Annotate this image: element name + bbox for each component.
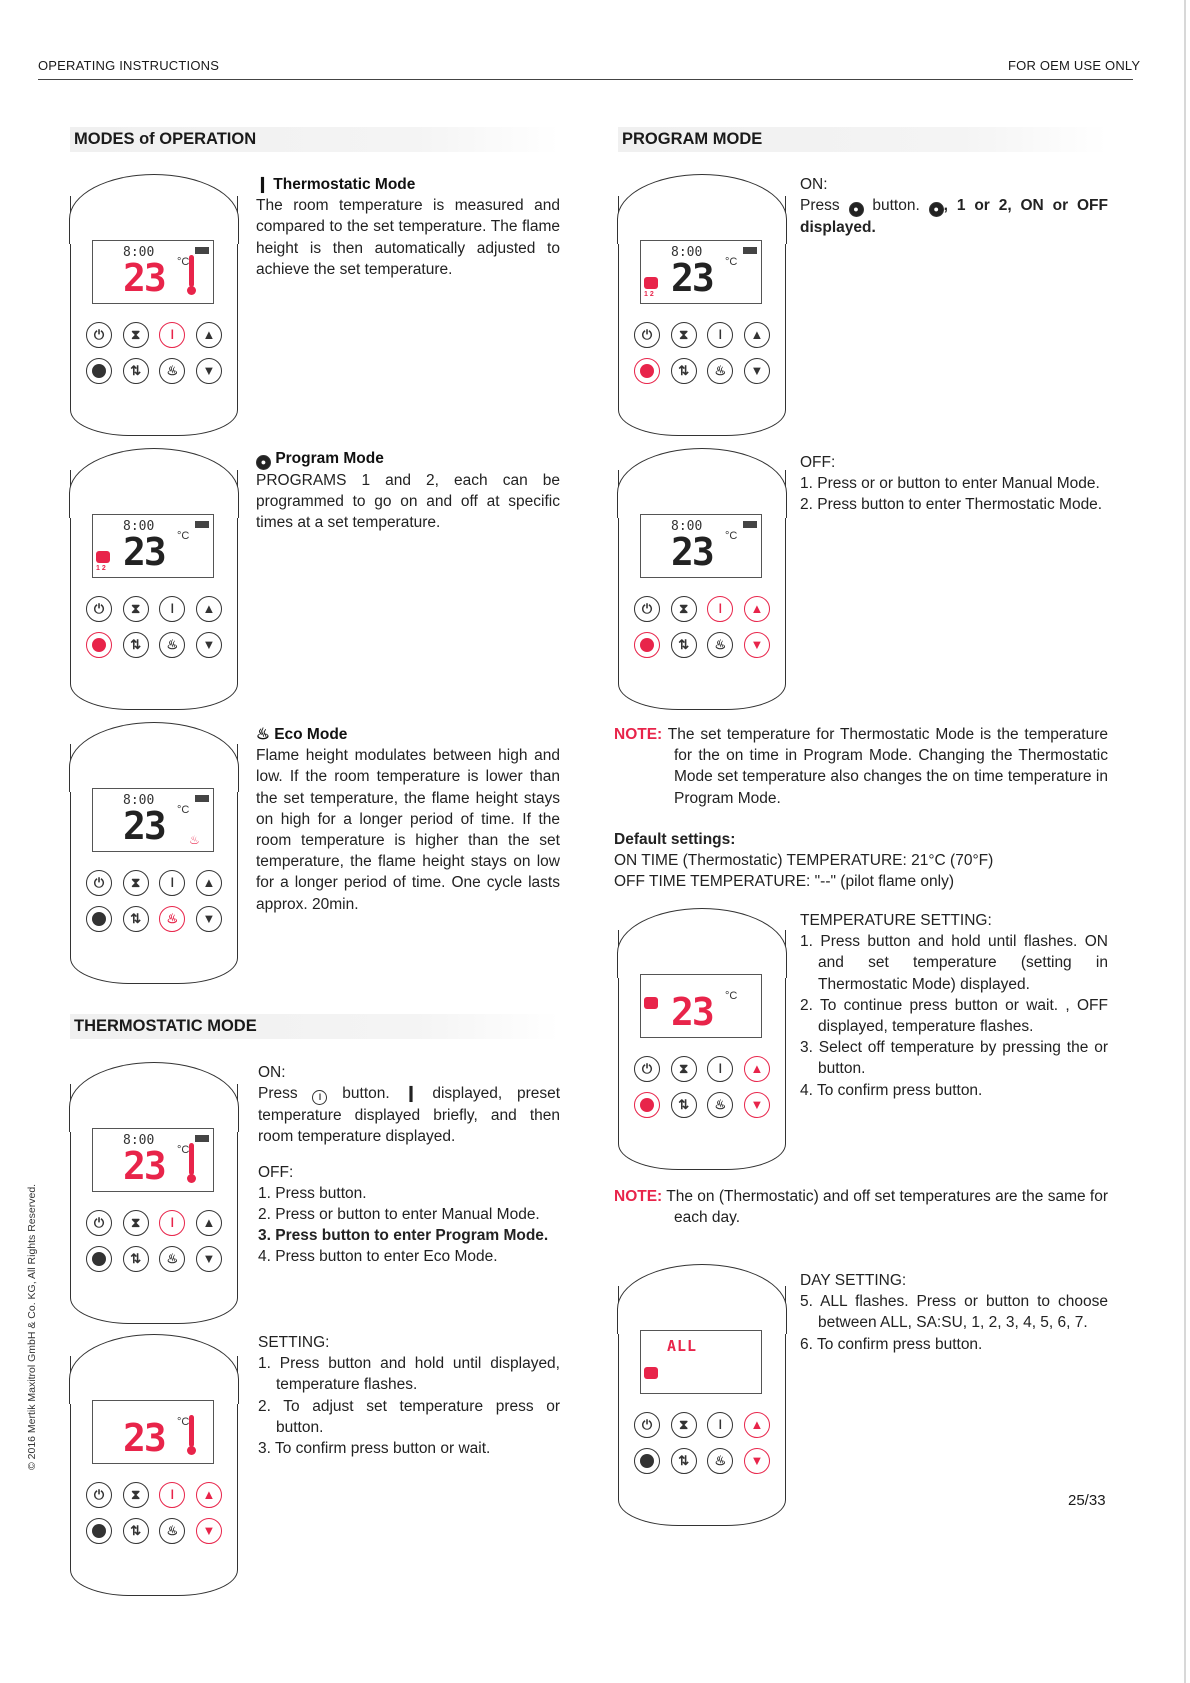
note-paragraph (614, 724, 1108, 809)
note-label: NOTE: (614, 726, 663, 743)
list-item: 5. ALL flashes. Press or button to choose between ALL, SA:SU, 1, 2, 3, 4, 5, 6, 7. (800, 1293, 1108, 1332)
battery-icon (743, 521, 757, 528)
display-temp: 23 (123, 1144, 165, 1188)
thermostat-button[interactable]: ǀ (159, 596, 185, 622)
program-on-label: ON: (800, 176, 828, 193)
power-button[interactable]: ⏻ (86, 322, 112, 348)
note-text: The set temperature for Thermostatic Mode is the temperature for the on time in Program Mode. Changing the Thermostatic Mode set temperature also changes the on time temperature in Program Mode. (667, 726, 1108, 807)
remote-day-setting (618, 1286, 786, 1526)
down-button[interactable]: ▼ (196, 632, 222, 658)
eco-button[interactable]: ♨ (707, 358, 733, 384)
program-12-indicator: 1 2 (96, 565, 106, 572)
page-number: 25/33 (1068, 1492, 1106, 1509)
timer-button[interactable]: ⧗ (671, 1412, 697, 1438)
battery-icon (743, 247, 757, 254)
power-button[interactable]: ⏻ (86, 870, 112, 896)
remote-eco-mode (70, 744, 238, 984)
remote-top (617, 1264, 787, 1334)
eco-flame-icon: ♨ (256, 726, 275, 743)
remote-display (92, 1128, 214, 1192)
down-button[interactable]: ▼ (744, 1092, 770, 1118)
display-all-flashing: ALL (667, 1337, 698, 1355)
temperature-setting-label: TEMPERATURE SETTING: (800, 912, 992, 929)
note2-paragraph (614, 1186, 1108, 1228)
list-item: 6. To confirm press button. (800, 1335, 983, 1353)
thermostat-button[interactable]: ǀ (707, 1412, 733, 1438)
remote-top (69, 1062, 239, 1132)
thermometer-icon (187, 255, 196, 295)
manual-button[interactable]: ⇅ (123, 1246, 149, 1272)
up-button[interactable]: ▲ (744, 1412, 770, 1438)
down-button[interactable]: ▼ (744, 632, 770, 658)
battery-icon (195, 795, 209, 802)
thermostat-button-icon: ǀ (312, 1090, 327, 1105)
default-settings-title: Default settings: (614, 830, 736, 848)
display-temp: 23 (123, 256, 165, 300)
section-modes-heading: MODES of OPERATION (70, 127, 560, 152)
manual-button[interactable]: ⇅ (671, 632, 697, 658)
down-button[interactable]: ▼ (196, 906, 222, 932)
remote-top (69, 448, 239, 518)
timer-button[interactable]: ⧗ (123, 1482, 149, 1508)
default-settings-line1: ON TIME (Thermostatic) TEMPERATURE: 21°C (70°F) (614, 852, 994, 870)
remote-display (640, 240, 762, 304)
header-right: FOR OEM USE ONLY (1008, 58, 1141, 73)
program-mode-text: PROGRAMS 1 and 2, each can be programmed to go on and off at specific times at a set temperature. (256, 472, 560, 532)
timer-button[interactable]: ⧗ (123, 1210, 149, 1236)
display-temp-flashing: 23 (123, 1416, 165, 1460)
thermometer-icon: ❙ (404, 1085, 418, 1103)
power-button[interactable]: ⏻ (86, 1482, 112, 1508)
display-deg: °C (177, 804, 190, 816)
up-button[interactable]: ▲ (196, 1210, 222, 1236)
header-left: OPERATING INSTRUCTIONS (38, 58, 220, 73)
manual-button[interactable]: ⇅ (671, 1448, 697, 1474)
down-button[interactable]: ▼ (744, 358, 770, 384)
temperature-setting-text (800, 910, 1108, 1101)
up-button[interactable]: ▲ (196, 322, 222, 348)
program-on-text (800, 174, 1108, 238)
timer-button[interactable]: ⧗ (671, 1056, 697, 1082)
thermometer-icon: ❙ (256, 176, 274, 193)
down-button[interactable]: ▼ (196, 1246, 222, 1272)
program-mode-description (256, 448, 560, 534)
eco-flame-icon: ♨ (189, 833, 200, 847)
display-deg: °C (725, 990, 738, 1002)
display-time: 8:00 (123, 519, 155, 534)
manual-button[interactable]: ⇅ (123, 358, 149, 384)
list-item: 1. Press or or button to enter Manual Mode. (800, 475, 1100, 493)
remote-top (617, 448, 787, 518)
list-item: 3. To confirm press button or wait. (258, 1440, 491, 1458)
eco-button[interactable]: ♨ (159, 632, 185, 658)
display-deg: °C (177, 530, 190, 542)
default-settings-line2: OFF TIME TEMPERATURE: "--" (pilot flame only) (614, 873, 954, 891)
remote-display (640, 514, 762, 578)
timer-button[interactable]: ⧗ (671, 322, 697, 348)
thermostatic-on-label: ON: (258, 1064, 286, 1081)
program-icon: ● (256, 455, 271, 470)
display-temp: 23 (671, 256, 713, 300)
display-temp: 23 (671, 530, 713, 574)
remote-program-off (618, 470, 786, 710)
battery-icon (195, 1135, 209, 1142)
remote-display (92, 1400, 214, 1464)
manual-button[interactable]: ⇅ (123, 1518, 149, 1544)
program-off-list (800, 473, 1108, 515)
list-item: 3. Press button to enter Program Mode. (258, 1227, 549, 1245)
program-button[interactable] (634, 358, 660, 384)
down-button[interactable]: ▼ (744, 1448, 770, 1474)
remote-temperature-setting (618, 930, 786, 1170)
list-item: 1. Press button. (258, 1184, 367, 1202)
remote-top (69, 722, 239, 792)
power-button[interactable]: ⏻ (86, 1210, 112, 1236)
timer-button[interactable]: ⧗ (123, 870, 149, 896)
program-button[interactable] (634, 632, 660, 658)
remote-display (92, 240, 214, 304)
display-temp-flashing: 23 (671, 990, 713, 1034)
battery-icon (195, 521, 209, 528)
remote-top (617, 174, 787, 244)
thermostatic-off-label: OFF: (258, 1163, 294, 1181)
up-button[interactable]: ▲ (744, 596, 770, 622)
eco-button[interactable]: ♨ (707, 1092, 733, 1118)
timer-button[interactable]: ⧗ (671, 596, 697, 622)
remote-thermostatic-setting (70, 1356, 238, 1596)
display-deg: °C (177, 256, 190, 268)
program-button[interactable] (86, 906, 112, 932)
thermostatic-mode-text: The room temperature is measured and compared to the set temperature. The flame height is then automatically adjusted to achieve the set temperature. (256, 197, 560, 278)
program-button[interactable] (86, 1246, 112, 1272)
display-temp: 23 (123, 804, 165, 848)
power-button[interactable]: ⏻ (634, 1412, 660, 1438)
battery-icon (195, 247, 209, 254)
program-button[interactable] (86, 358, 112, 384)
thermostat-button[interactable]: ǀ (159, 322, 185, 348)
eco-button[interactable]: ♨ (159, 1246, 185, 1272)
thermostatic-off-list (258, 1183, 560, 1268)
display-time: 8:00 (123, 245, 155, 260)
remote-thermostatic-on (70, 1084, 238, 1324)
display-time: 8:00 (123, 1133, 155, 1148)
remote-display (640, 974, 762, 1038)
note2-label: NOTE: (614, 1188, 663, 1205)
program-button-icon: ● (849, 202, 864, 217)
day-setting-label: DAY SETTING: (800, 1272, 907, 1289)
remote-program-on (618, 196, 786, 436)
list-item: 3. Select off temperature by pressing the or button. (800, 1039, 1108, 1078)
program-icon: ● (929, 202, 944, 217)
display-deg: °C (725, 256, 738, 268)
program-icon (96, 551, 110, 563)
thermostatic-mode-title: ❙ Thermostatic Mode (256, 176, 416, 193)
header-rule (38, 79, 1133, 80)
program-icon (644, 1367, 658, 1379)
program-icon (644, 997, 658, 1009)
section-thermostatic-heading: THERMOSTATIC MODE (70, 1014, 560, 1039)
program-icon (644, 277, 658, 289)
eco-mode-description (256, 724, 560, 915)
program-button[interactable] (86, 1518, 112, 1544)
remote-thermostatic-mode (70, 196, 238, 436)
down-button[interactable]: ▼ (196, 358, 222, 384)
eco-button[interactable]: ♨ (159, 906, 185, 932)
list-item: 2. Press button to enter Thermostatic Mode. (800, 496, 1103, 514)
program-off-label: OFF: (800, 454, 836, 471)
temperature-setting-list (800, 931, 1108, 1101)
thermostatic-setting-text (258, 1332, 560, 1459)
display-deg: °C (177, 1416, 190, 1428)
list-item: 4. To confirm press button. (800, 1081, 983, 1099)
remote-program-mode (70, 470, 238, 710)
program-button[interactable] (86, 632, 112, 658)
thermostat-button[interactable]: ǀ (707, 1056, 733, 1082)
program-mode-title: ● Program Mode (256, 448, 560, 470)
manual-button[interactable]: ⇅ (671, 1092, 697, 1118)
thermostatic-setting-list (258, 1353, 560, 1459)
eco-button[interactable]: ♨ (707, 1448, 733, 1474)
eco-button[interactable]: ♨ (707, 632, 733, 658)
display-time: 8:00 (671, 519, 703, 534)
up-button[interactable]: ▲ (196, 1482, 222, 1508)
list-item: 2. To continue press button or wait. , OFF displayed, temperature flashes. (800, 996, 1108, 1036)
eco-button[interactable]: ♨ (159, 358, 185, 384)
program-12-indicator: 1 2 (644, 291, 654, 298)
thermostat-button[interactable]: ǀ (707, 322, 733, 348)
down-button[interactable]: ▼ (196, 1518, 222, 1544)
display-deg: °C (725, 530, 738, 542)
power-button[interactable]: ⏻ (86, 596, 112, 622)
note2-text: The on (Thermostatic) and off set temperatures are the same for each day. (666, 1188, 1109, 1227)
display-temp: 23 (123, 530, 165, 574)
program-button[interactable] (634, 1448, 660, 1474)
page-edge (1184, 0, 1186, 1683)
thermostat-button[interactable]: ǀ (159, 1482, 185, 1508)
timer-button[interactable]: ⧗ (123, 596, 149, 622)
power-button[interactable]: ⏻ (634, 1056, 660, 1082)
thermostat-button[interactable]: ǀ (159, 870, 185, 896)
power-button[interactable]: ⏻ (634, 596, 660, 622)
program-on-instructions: Press ● button. ● , 1 or 2, ON or OFF displayed. (800, 197, 1108, 237)
list-item: 2. Press or button to enter Manual Mode. (258, 1206, 540, 1224)
display-deg: °C (177, 1144, 190, 1156)
thermostatic-on-off-text (258, 1062, 560, 1268)
remote-display (92, 788, 214, 852)
power-button[interactable]: ⏻ (634, 322, 660, 348)
remote-display (92, 514, 214, 578)
remote-top (69, 1334, 239, 1404)
up-button[interactable]: ▲ (196, 596, 222, 622)
up-button[interactable]: ▲ (196, 870, 222, 896)
display-time: 8:00 (671, 245, 703, 260)
thermometer-icon (187, 1415, 196, 1455)
manual-button[interactable]: ⇅ (123, 632, 149, 658)
thermostat-button[interactable]: ǀ (707, 596, 733, 622)
list-item: 2. To adjust set temperature press or button. (258, 1397, 560, 1436)
display-time: 8:00 (123, 793, 155, 808)
remote-display (640, 1330, 762, 1394)
eco-mode-text: Flame height modulates between high and low. If the room temperature is lower than the set temperature, the flame height stays on high for a longer period of time. If the room temperature is higher than the set temperature, the flame height stays on low for a longer period of time. One cycle lasts approx. 20min. (256, 747, 560, 913)
thermostatic-on-text: Press ǀ button. ❙ displayed, preset temperature displayed briefly, and then room temperature displayed. (258, 1085, 561, 1146)
thermostat-button[interactable]: ǀ (159, 1210, 185, 1236)
eco-button[interactable]: ♨ (159, 1518, 185, 1544)
thermostatic-mode-description (256, 174, 560, 280)
note-block (614, 724, 1108, 892)
day-setting-text (800, 1270, 1108, 1355)
up-button[interactable]: ▲ (744, 322, 770, 348)
list-item: 1. Press button and hold until displayed, temperature flashes. (258, 1355, 560, 1394)
program-button[interactable] (634, 1092, 660, 1118)
list-item: 1. Press button and hold until flashes. ON and set temperature (setting in Thermostatic Mode) displayed. (800, 933, 1108, 993)
manual-button[interactable]: ⇅ (671, 358, 697, 384)
section-program-heading: PROGRAM MODE (618, 127, 1108, 152)
up-button[interactable]: ▲ (744, 1056, 770, 1082)
remote-top (617, 908, 787, 978)
thermostatic-setting-label: SETTING: (258, 1334, 330, 1351)
copyright-notice: © 2016 Mertik Maxitrol GmbH & Co. KG, All Rights Reserved. (26, 1183, 38, 1470)
note2-block (614, 1186, 1108, 1228)
manual-button[interactable]: ⇅ (123, 906, 149, 932)
eco-mode-title: ♨ Eco Mode (256, 726, 348, 743)
thermometer-icon (187, 1143, 196, 1183)
remote-top (69, 174, 239, 244)
list-item: 4. Press button to enter Eco Mode. (258, 1248, 498, 1266)
day-setting-list (800, 1291, 1108, 1355)
timer-button[interactable]: ⧗ (123, 322, 149, 348)
program-off-text (800, 452, 1108, 516)
